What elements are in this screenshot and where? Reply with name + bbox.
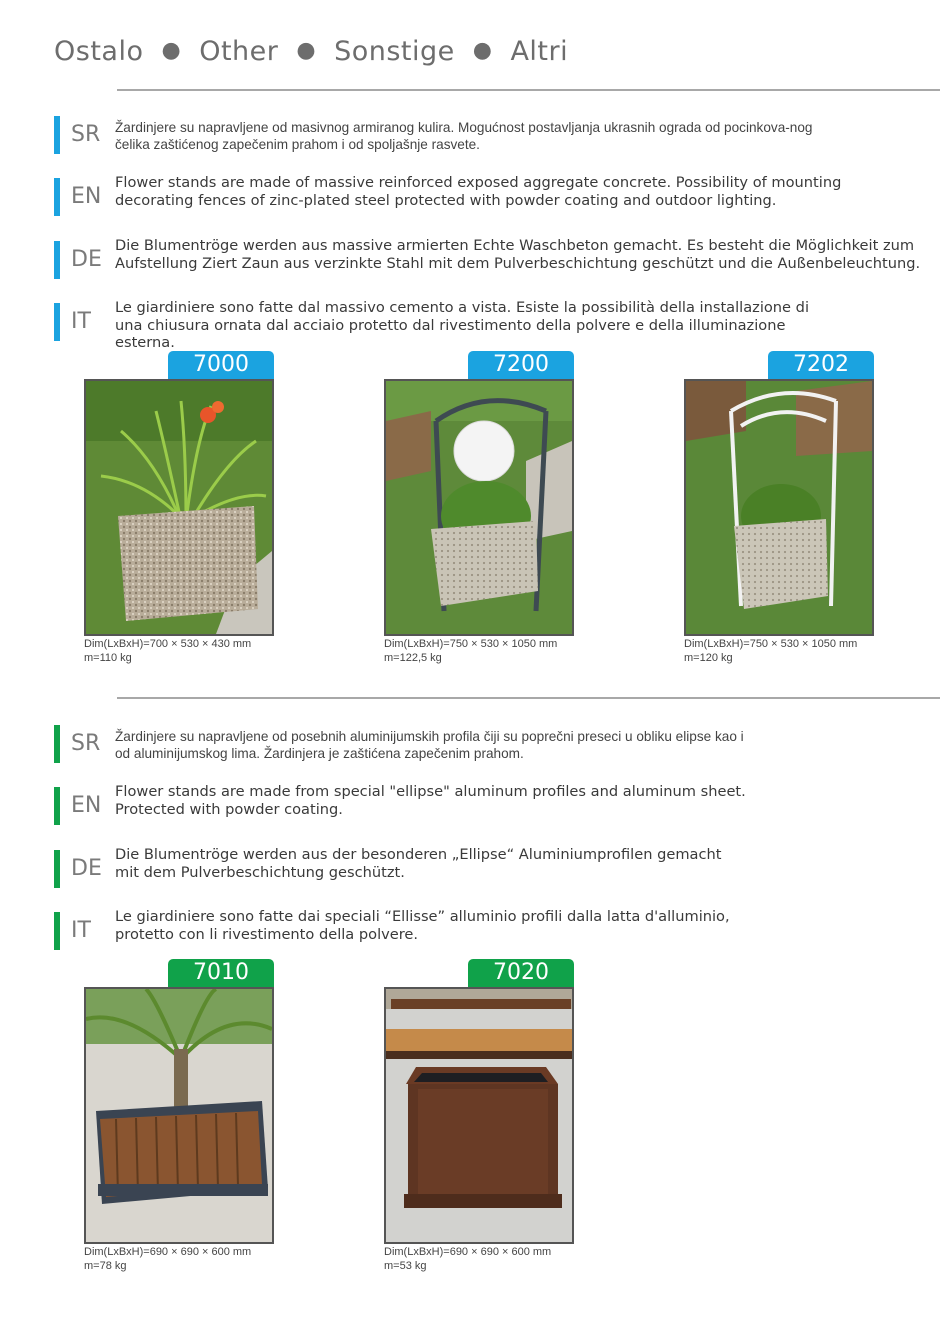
page-title <box>54 36 568 67</box>
product-card-7010 <box>84 959 274 1279</box>
language-code: DE <box>71 856 102 881</box>
mass-text: m=53 kg <box>384 1260 427 1272</box>
language-code: DE <box>71 247 102 272</box>
mass-text: m=122,5 kg <box>384 652 442 664</box>
brown-aluminum-planter-image <box>386 989 572 1242</box>
product-code-tab: 7010 <box>168 959 274 987</box>
product-card-7202 <box>684 351 874 671</box>
description-text: Die Blumentröge werden aus der besonderen „Ellipse“ Aluminiumprofilen gemacht mit dem Pulverbeschichtung geschützt. <box>115 846 722 881</box>
description-text: Le giardiniere sono fatte dai speciali “Ellisse” alluminio profili dalla latta d'alluminio, protetto con li rivestimento della polvere. <box>115 908 730 943</box>
language-code: IT <box>71 309 91 334</box>
product-photo <box>84 379 274 636</box>
dimensions-text: Dim(LxBxH)=690 × 690 × 600 mm <box>84 1246 252 1258</box>
accent-bar <box>54 178 60 216</box>
divider <box>117 89 940 91</box>
accent-bar <box>54 116 60 154</box>
title-part-sr: Ostalo <box>54 36 144 67</box>
product-specs <box>384 1245 614 1273</box>
product-photo <box>384 987 574 1244</box>
title-part-it: Altri <box>510 36 569 67</box>
aluminum-planter-with-palm-image <box>86 989 272 1242</box>
product-code-tab: 7202 <box>768 351 874 379</box>
product-specs <box>84 1245 314 1273</box>
accent-bar <box>54 912 60 950</box>
title-part-en: Other <box>199 36 279 67</box>
dimensions-text: Dim(LxBxH)=750 × 530 × 1050 mm <box>684 638 858 650</box>
bullet-icon: ● <box>161 38 182 63</box>
accent-bar <box>54 787 60 825</box>
product-photo <box>84 987 274 1244</box>
description-text: Flower stands are made from special "ellipse" aluminum profiles and aluminum sheet. Protected with powder coating. <box>115 783 746 818</box>
product-card-7200 <box>384 351 574 671</box>
language-code: EN <box>71 184 102 209</box>
product-photo <box>384 379 574 636</box>
mass-text: m=110 kg <box>84 652 132 664</box>
mass-text: m=120 kg <box>684 652 733 664</box>
mass-text: m=78 kg <box>84 1260 127 1272</box>
description-text: Le giardiniere sono fatte dal massivo cemento a vista. Esiste la possibilità della installazione di una chiusura ornata dal acciaio protetto dal rivestimento della polvere e della illuminazione esterna. <box>115 299 809 351</box>
product-code-tab: 7000 <box>168 351 274 379</box>
accent-bar <box>54 303 60 341</box>
accent-bar <box>54 241 60 279</box>
language-code: SR <box>71 731 101 756</box>
description-text: Flower stands are made of massive reinforced exposed aggregate concrete. Possibility of mounting decorating fences of zinc-plated steel protected with powder coating and outdoor lighting. <box>115 174 842 209</box>
concrete-planter-with-lily-image <box>86 381 272 634</box>
concrete-planter-with-white-fence-image <box>686 381 872 634</box>
product-card-7020 <box>384 959 574 1279</box>
bullet-icon: ● <box>296 38 317 63</box>
product-card-7000 <box>84 351 274 671</box>
divider <box>117 697 940 699</box>
description-text: Die Blumentröge werden aus massive armierten Echte Waschbeton gemacht. Es besteht die Möglichkeit zum Aufstellung Ziert Zaun aus verzinkte Stahl mit dem Pulverbeschichtung geschützt und die Außenbeleuchtung. <box>115 237 921 272</box>
language-code: EN <box>71 793 102 818</box>
dimensions-text: Dim(LxBxH)=690 × 690 × 600 mm <box>384 1246 552 1258</box>
bullet-icon: ● <box>472 38 493 63</box>
dimensions-text: Dim(LxBxH)=750 × 530 × 1050 mm <box>384 638 558 650</box>
description-text: Žardinjere su napravljene od posebnih aluminijumskih profila čiji su poprečni preseci u obliku elipse kao i od aluminijumskog lima. Žardinjera je zaštićena zapečenim prahom. <box>115 729 744 761</box>
title-part-de: Sonstige <box>334 36 455 67</box>
product-specs <box>684 637 914 665</box>
dimensions-text: Dim(LxBxH)=700 × 530 × 430 mm <box>84 638 252 650</box>
product-specs <box>84 637 314 665</box>
product-photo <box>684 379 874 636</box>
product-code-tab: 7020 <box>468 959 574 987</box>
language-code: SR <box>71 122 101 147</box>
language-code: IT <box>71 918 91 943</box>
accent-bar <box>54 850 60 888</box>
concrete-planter-with-lamp-fence-image <box>386 381 572 634</box>
accent-bar <box>54 725 60 763</box>
product-code-tab: 7200 <box>468 351 574 379</box>
description-text: Žardinjere su napravljene od masivnog armiranog kulira. Mogućnost postavljanja ukrasnih ograda od pocinkova-nog čelika zaštićenog zapečenim prahom i od spoljašnje rasvete. <box>115 120 813 152</box>
product-specs <box>384 637 614 665</box>
